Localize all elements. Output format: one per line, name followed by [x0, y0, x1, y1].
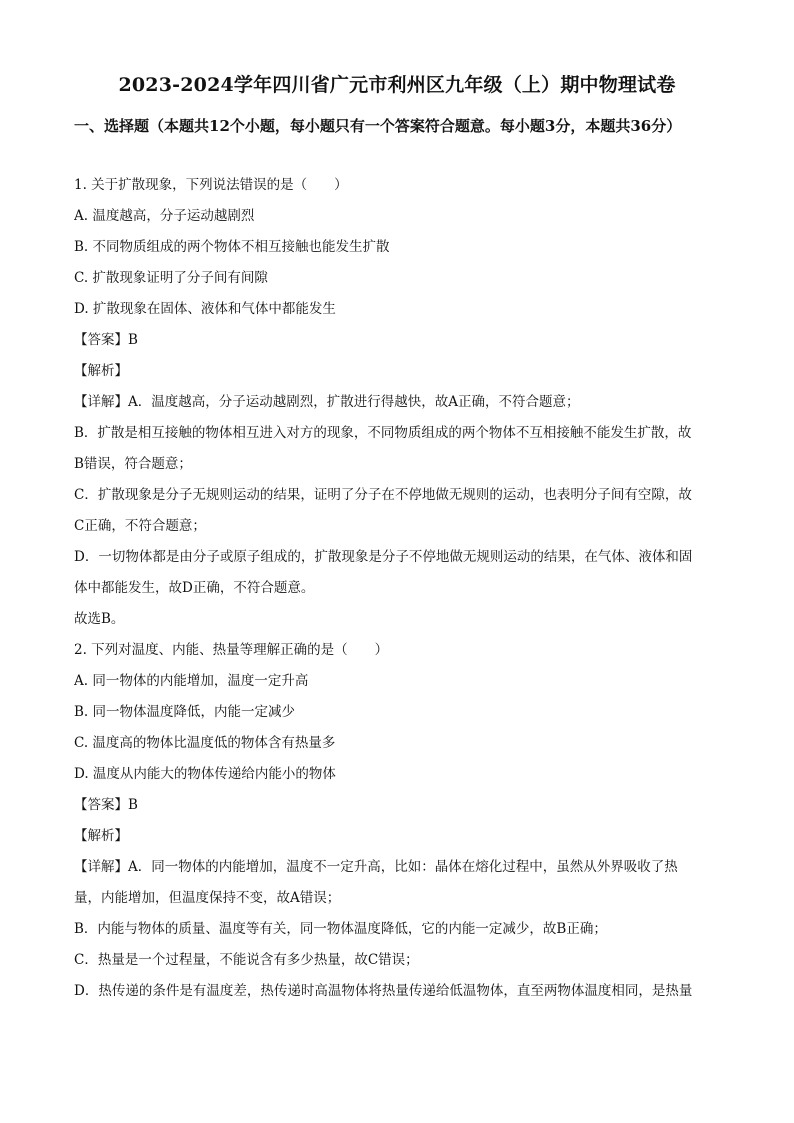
question-2-detail-line: B．内能与物体的质量、温度等有关，同一物体温度降低，它的内能一定减少，故B正确； [74, 921, 607, 937]
question-1-option-b: B. 不同物质组成的两个物体不相互接触也能发生扩散 [74, 239, 390, 255]
section-heading: 一、选择题（本题共12个小题，每小题只有一个答案符合题意。每小题3分，本题共36分） [74, 117, 682, 135]
question-1-detail-line: C．扩散现象是分子无规则运动的结果，证明了分子在不停地做无规则的运动，也表明分子间有空隙，故 [74, 487, 692, 503]
question-2-answer: 【答案】B [74, 797, 138, 813]
page-title: 2023-2024学年四川省广元市利州区九年级（上）期中物理试卷 [118, 74, 676, 96]
question-2-stem: 2. 下列对温度、内能、热量等理解正确的是（ ） [74, 642, 389, 658]
question-2-detail-line: D．热传递的条件是有温度差，热传递时高温物体将热量传递给低温物体，直至两物体温度相同，是热量 [74, 983, 693, 999]
question-1-conclusion: 故选B。 [74, 611, 125, 627]
question-2-analysis-label: 【解析】 [74, 828, 128, 844]
question-1-answer: 【答案】B [74, 332, 138, 348]
question-2-option-d: D. 温度从内能大的物体传递给内能小的物体 [74, 766, 336, 782]
question-1-stem: 1. 关于扩散现象，下列说法错误的是（ ） [74, 177, 348, 193]
question-2-option-c: C. 温度高的物体比温度低的物体含有热量多 [74, 735, 336, 751]
question-2-option-b: B. 同一物体温度降低，内能一定减少 [74, 704, 296, 720]
question-1-detail-line: C正确，不符合题意； [74, 518, 206, 534]
question-2-option-a: A. 同一物体的内能增加，温度一定升高 [74, 673, 309, 689]
question-1-detail-line: B．扩散是相互接触的物体相互进入对方的现象，不同物质组成的两个物体不互相接触不能发生扩散，故 [74, 425, 692, 441]
question-1-option-d: D. 扩散现象在固体、液体和气体中都能发生 [74, 301, 336, 317]
questions-body [74, 170, 724, 1007]
question-2-detail-line: C．热量是一个过程量，不能说含有多少热量，故C错误； [74, 952, 419, 968]
question-1-option-a: A. 温度越高，分子运动越剧烈 [74, 208, 255, 224]
question-1-analysis-label: 【解析】 [74, 363, 128, 379]
question-1-detail-line: 体中都能发生，故D正确，不符合题意。 [74, 580, 315, 596]
question-1-detail-line: D．一切物体都是由分子或原子组成的，扩散现象是分子不停地做无规则运动的结果，在气体、液体和固 [74, 549, 693, 565]
question-1-option-c: C. 扩散现象证明了分子间有间隙 [74, 270, 268, 286]
question-2-detail-line: 量，内能增加，但温度保持不变，故A错误； [74, 890, 341, 906]
question-2-detail-line: 【详解】A．同一物体的内能增加，温度不一定升高，比如：晶体在熔化过程中，虽然从外界吸收了热 [74, 859, 678, 875]
question-1-detail-line: 【详解】A．温度越高，分子运动越剧烈，扩散进行得越快，故A正确，不符合题意； [74, 394, 580, 410]
question-1-detail-line: B错误，符合题意； [74, 456, 192, 472]
